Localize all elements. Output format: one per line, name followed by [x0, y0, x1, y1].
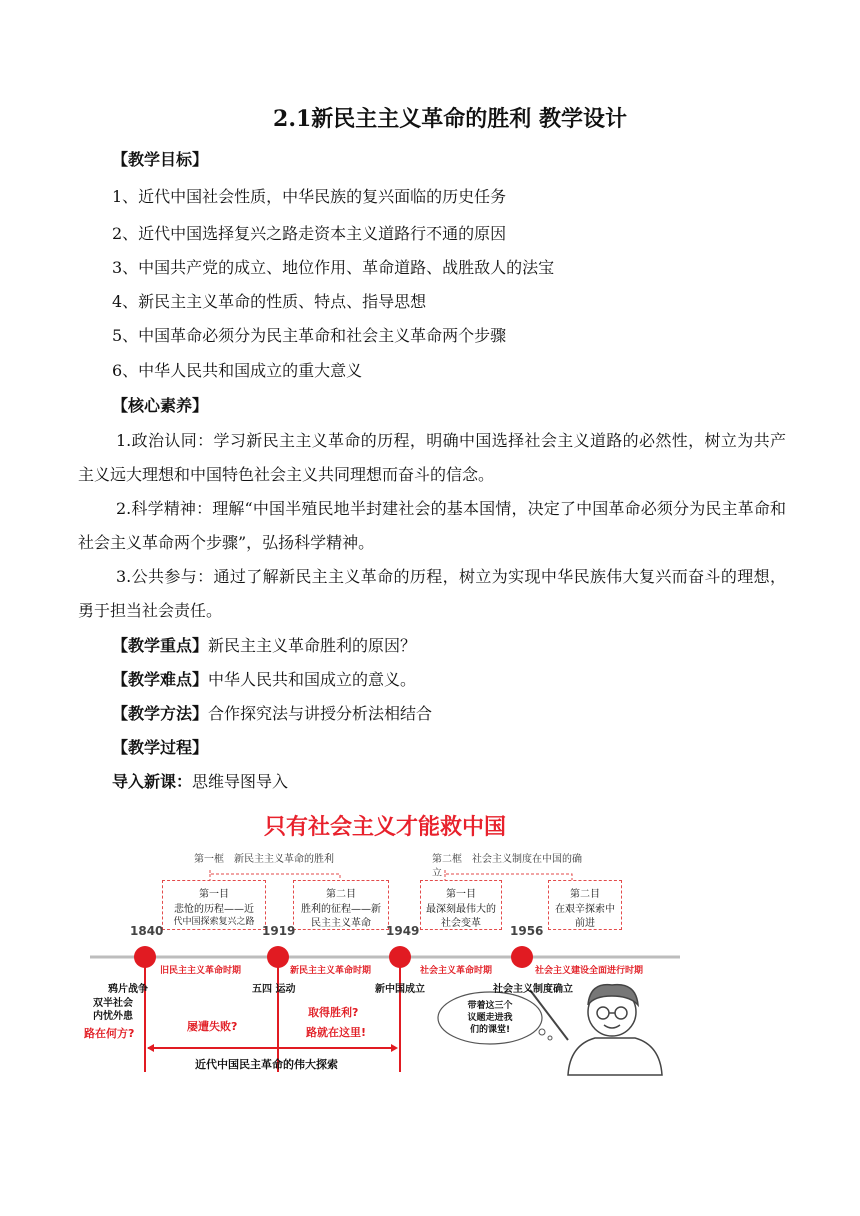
- year-1956: 1956: [510, 924, 544, 938]
- period-4: 社会主义建设全面进行时期: [535, 966, 644, 976]
- goal-item: 2、近代中国选择复兴之路走资本主义道路行不通的原因: [112, 224, 507, 243]
- year-dot-1840: [134, 946, 156, 968]
- difficulty-line: [112, 670, 416, 690]
- box-lesson1-part1: 第一目 悲怆的历程——近 代中国探索复兴之路: [162, 880, 266, 930]
- core-heading: 【核心素养】: [112, 396, 209, 415]
- process-heading: 【教学过程】: [112, 738, 209, 757]
- year-1949: 1949: [386, 924, 420, 938]
- event-1840: 鸦片战争: [108, 984, 148, 995]
- method-label: 【教学方法】: [112, 704, 209, 723]
- method-line: [112, 704, 432, 724]
- year-1840: 1840: [130, 924, 164, 938]
- bubble-text-2: 议题走进我: [467, 1013, 513, 1023]
- goal-item: 5、中国革命必须分为民主革命和社会主义革命两个步骤: [112, 326, 507, 345]
- core-paragraph: 2.科学精神：理解“中国半殖民地半封建社会的基本国情，决定了中国革命必须分为民主革命和社会主义革命两个步骤”，弘扬科学精神。: [78, 499, 786, 552]
- difficulty-label: 【教学难点】: [112, 670, 209, 689]
- box-lesson1-part2: 第二目 胜利的征程——新 民主主义革命: [293, 880, 389, 930]
- period-2: 新民主主义革命时期: [290, 966, 372, 976]
- question-road: 路在何方?: [84, 1027, 135, 1040]
- goal-item: 6、中华人民共和国成立的重大意义: [112, 361, 363, 380]
- bracket-lesson2: [445, 870, 572, 880]
- bottom-caption: 近代中国民主革命的伟大探索: [195, 1058, 338, 1071]
- intro-line: [112, 772, 288, 792]
- box-lesson2-part2: 第二目 在艰辛探索中 前进: [548, 880, 622, 930]
- arrow-left-icon: [147, 1044, 154, 1052]
- arrow-right-icon: [391, 1044, 398, 1052]
- answer-road: 路就在这里!: [306, 1026, 367, 1039]
- question-failure: 屡遭失败?: [187, 1020, 238, 1033]
- period-3: 社会主义革命时期: [420, 966, 493, 976]
- method-text: 合作探究法与讲授分析法相结合: [208, 704, 433, 723]
- teacher-illustration: [530, 985, 662, 1075]
- map-title: 只有社会主义才能救中国: [263, 815, 506, 840]
- lesson2-label-a: 第二框 社会主义制度在中国的确: [432, 854, 582, 865]
- key-point-text: 新民主主义革命胜利的原因？: [208, 636, 417, 655]
- lesson2-label-b: 立: [432, 868, 442, 879]
- goal-item: 4、新民主主义革命的性质、特点、指导思想: [112, 292, 427, 311]
- key-point-label: 【教学重点】: [112, 636, 209, 655]
- period-1: 旧民主主义革命时期: [160, 966, 242, 976]
- event-1949: 新中国成立: [375, 984, 425, 995]
- bracket-lesson1: [210, 870, 340, 880]
- core-paragraph: 3.公共参与：通过了解新民主主义革命的历程，树立为实现中华民族伟大复兴而奋斗的理想，勇于担当社会责任。: [78, 567, 786, 620]
- event-1919: 五四 运动: [252, 984, 296, 995]
- goals-heading: 【教学目标】: [112, 150, 209, 169]
- mind-map-figure: [84, 800, 680, 1085]
- box-lesson2-part1: 第一目 最深刻最伟大的 社会变革: [420, 880, 502, 930]
- goal-item: 3、中国共产党的成立、地位作用、革命道路、战胜敌人的法宝: [112, 258, 555, 277]
- intro-label: 导入新课：: [112, 772, 193, 791]
- doc-title: 2.1新民主主义革命的胜利 教学设计: [273, 106, 627, 132]
- bubble-text-1: 带着这三个: [467, 1001, 513, 1011]
- difficulty-text: 中华人民共和国成立的意义。: [208, 670, 417, 689]
- year-1919: 1919: [262, 924, 296, 938]
- lesson1-label: 第一框 新民主主义革命的胜利: [194, 854, 334, 865]
- side-note-2: 内忧外患: [93, 1011, 133, 1022]
- intro-text: 思维导图导入: [192, 772, 289, 791]
- year-dot-1949: [389, 946, 411, 968]
- year-dot-1956: [511, 946, 533, 968]
- side-note-1: 双半社会: [93, 998, 133, 1009]
- goal-item: 1、近代中国社会性质，中华民族的复兴面临的历史任务: [112, 187, 507, 206]
- map-lines-svg: [90, 800, 680, 1085]
- question-victory: 取得胜利?: [308, 1006, 359, 1019]
- year-dot-1919: [267, 946, 289, 968]
- key-point-line: [112, 636, 416, 656]
- bubble-text-3: 们的课堂!: [469, 1025, 511, 1035]
- core-paragraph: 1.政治认同：学习新民主主义革命的历程，明确中国选择社会主义道路的必然性，树立为共产主义远大理想和中国特色社会主义共同理想而奋斗的信念。: [78, 431, 786, 484]
- event-1956: 社会主义制度确立: [493, 984, 573, 995]
